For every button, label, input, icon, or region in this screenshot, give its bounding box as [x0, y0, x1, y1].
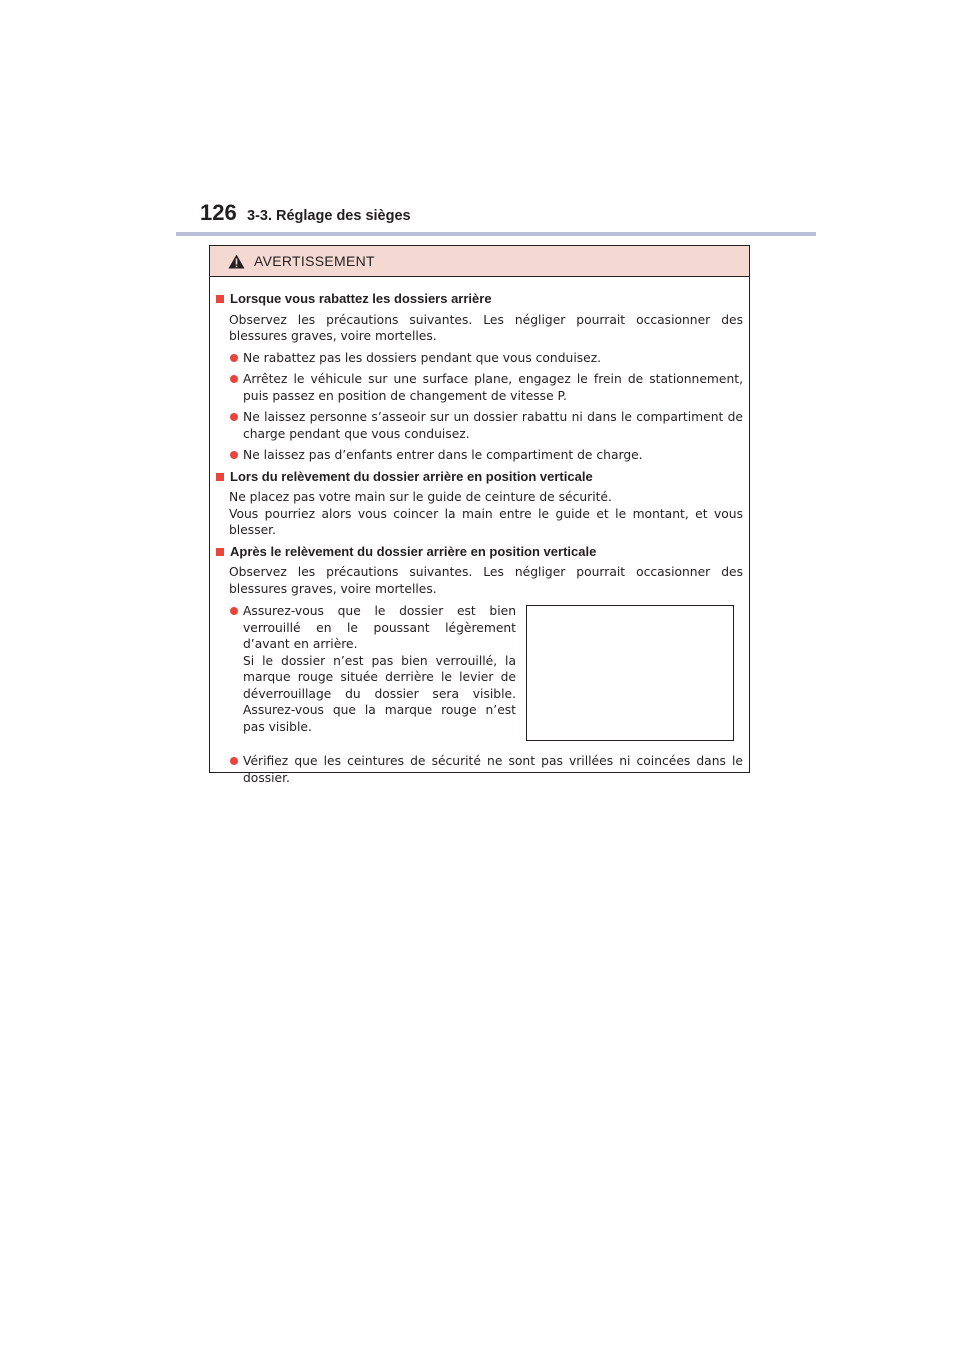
intro-text: Observez les précautions suivantes. Les négliger pourrait occasionner des blessures graves, voire mortelles.	[229, 312, 743, 343]
heading-text: Lorsque vous rabattez les dossiers arrière	[230, 291, 492, 306]
round-bullet-icon	[230, 375, 238, 383]
square-bullet-icon	[216, 295, 224, 303]
section-raising	[216, 469, 743, 539]
round-bullet-icon	[230, 354, 238, 362]
bullet-text: Ne rabattez pas les dossiers pendant que vous conduisez.	[243, 350, 602, 365]
list-item	[230, 603, 516, 735]
intro-text: Observez les précautions suivantes. Les négliger pourrait occasionner des blessures graves, voire mortelles.	[229, 565, 743, 596]
section-after-raising	[216, 544, 743, 787]
list-item	[230, 409, 743, 442]
bullet-text	[243, 603, 516, 735]
figure-placeholder	[526, 605, 734, 741]
body-line: Vous pourriez alors vous coincer la main entre le guide et le montant, et vous blesser.	[229, 506, 743, 537]
warning-triangle-icon	[228, 254, 245, 269]
bullet-line: Si le dossier n’est pas bien verrouillé, la marque rouge située derrière le levier de déverrouillage du dossier sera visible. Assurez-vous que la marque rouge n’est pas visible.	[243, 653, 516, 734]
bullet-text: Vérifiez que les ceintures de sécurité ne sont pas vrillées ni coincées dans le dossier.	[243, 754, 743, 785]
section-heading	[216, 544, 743, 561]
square-bullet-icon	[216, 548, 224, 556]
warning-box	[209, 245, 750, 785]
section-title: 3-3. Réglage des sièges	[247, 208, 411, 224]
header-rule	[176, 232, 816, 236]
section-folding	[216, 291, 743, 464]
square-bullet-icon	[216, 473, 224, 481]
body-line: Ne placez pas votre main sur le guide de ceinture de sécurité.	[229, 490, 612, 504]
round-bullet-icon	[230, 607, 238, 615]
round-bullet-icon	[230, 451, 238, 459]
bullet-text: Arrêtez le véhicule sur une surface plane, engagez le frein de stationnement, puis passez en position de changement de vitesse P.	[243, 372, 743, 403]
section-heading	[216, 291, 743, 308]
list-item	[230, 447, 743, 464]
bullet-text: Ne laissez personne s’asseoir sur un dossier rabattu ni dans le compartiment de charge pendant que vous conduisez.	[243, 410, 743, 441]
section-heading	[216, 469, 743, 486]
warning-body	[210, 277, 749, 786]
bullet-text: Ne laissez pas d’enfants entrer dans le compartiment de charge.	[243, 448, 643, 462]
heading-text: Après le relèvement du dossier arrière en position verticale	[230, 543, 597, 559]
round-bullet-icon	[230, 757, 238, 765]
warning-title: AVERTISSEMENT	[254, 253, 375, 269]
page-number: 126	[200, 200, 237, 225]
list-item	[230, 753, 743, 786]
figure-row	[216, 603, 743, 741]
list-item	[230, 350, 743, 367]
round-bullet-icon	[230, 413, 238, 421]
heading-text: Lors du relèvement du dossier arrière en position verticale	[230, 468, 593, 484]
bullet-line: Assurez-vous que le dossier est bien verrouillé en le poussant légèrement d’avant en arrière.	[243, 604, 516, 651]
warning-header	[210, 246, 749, 277]
list-item	[230, 371, 743, 404]
